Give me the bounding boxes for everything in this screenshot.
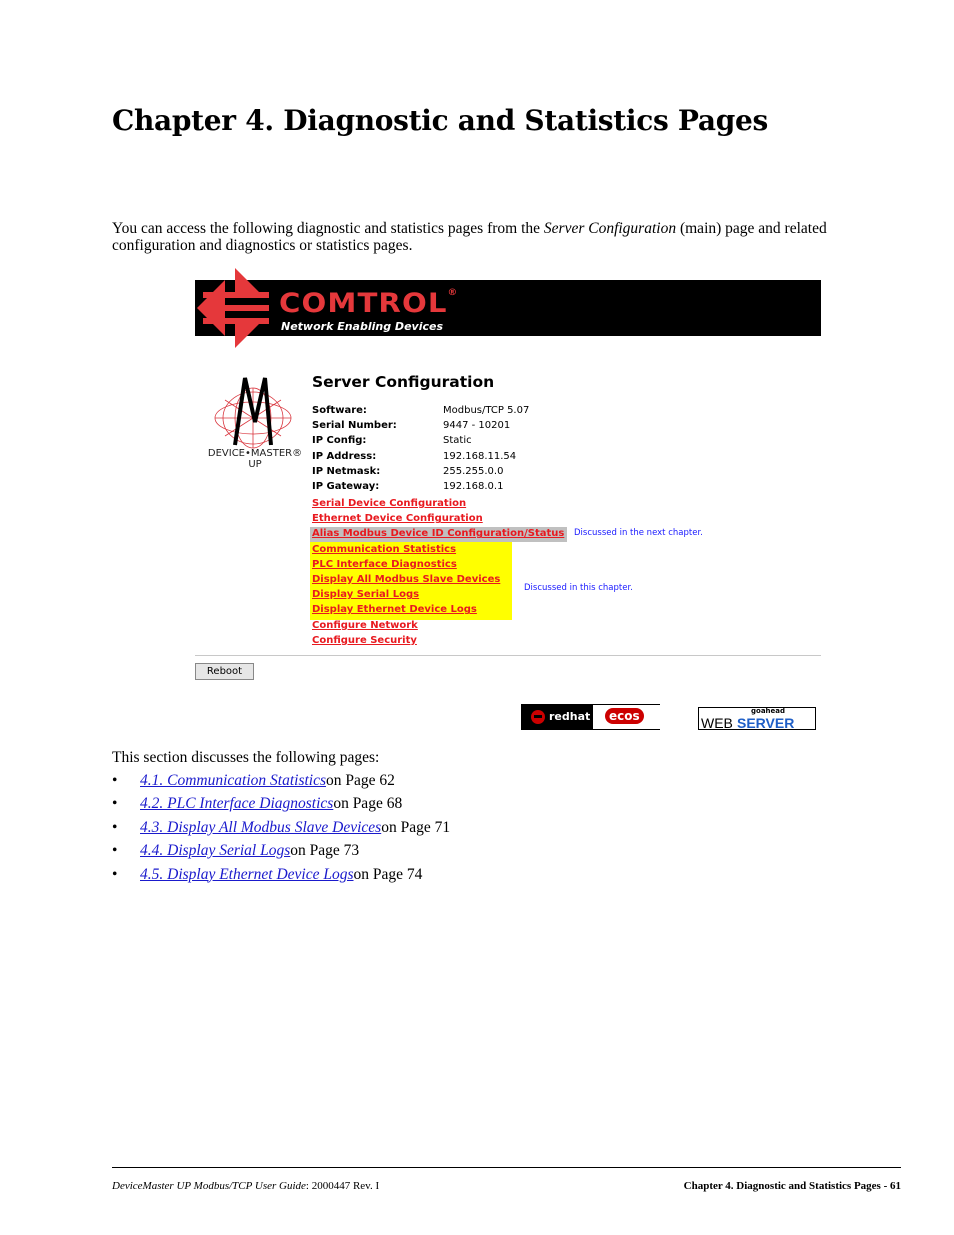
link-plc-interface-diagnostics[interactable]: PLC Interface Diagnostics xyxy=(312,558,457,570)
link-serial-device-config[interactable]: Serial Device Configuration xyxy=(312,498,467,509)
server-config-title: Server Configuration xyxy=(312,373,495,391)
chapter-title: Chapter 4. Diagnostic and Statistics Pages xyxy=(112,104,768,137)
intro-text-end: (main) page and related configuration and diagnostics or statistics pages. xyxy=(112,220,827,254)
info-row: IP Gateway: 192.168.0.1 xyxy=(312,480,504,492)
list-item: • 4.3. Display All Modbus Slave Devices on Page 71 xyxy=(112,819,450,842)
ecos-panel xyxy=(593,705,660,729)
link-section-4-1[interactable]: 4.1. Communication Statistics xyxy=(140,772,326,789)
list-intro: This section discusses the following pages: xyxy=(112,749,380,766)
intro-text: You can access the following diagnostic and statistics pages from the xyxy=(112,220,544,237)
list-item: • 4.4. Display Serial Logs on Page 73 xyxy=(112,842,450,865)
comtrol-brand: COMTROL® xyxy=(279,288,459,319)
link-section-4-5[interactable]: 4.5. Display Ethernet Device Logs xyxy=(140,865,354,883)
link-configure-network[interactable]: Configure Network xyxy=(312,619,418,631)
goahead-label: goahead xyxy=(751,707,786,715)
section-list xyxy=(112,772,450,889)
divider xyxy=(195,655,821,656)
comtrol-tagline: Network Enabling Devices xyxy=(281,320,443,333)
reboot-button[interactable]: Reboot xyxy=(195,663,254,680)
web-label: WEB xyxy=(701,715,733,731)
footer-left: DeviceMaster UP Modbus/TCP User Guide: 2000447 Rev. I xyxy=(112,1180,380,1192)
note-next-chapter: Discussed in the next chapter. xyxy=(574,528,703,538)
link-ethernet-device-config[interactable]: Ethernet Device Configuration xyxy=(312,513,483,525)
server-label: SERVER xyxy=(737,715,795,731)
list-item: • 4.2. PLC Interface Diagnostics on Page 68 xyxy=(112,795,450,818)
redhat-label: redhat xyxy=(549,710,591,723)
redhat-ecos-badge xyxy=(521,704,660,730)
server-info-table xyxy=(312,405,529,496)
goahead-webserver-badge xyxy=(698,707,816,730)
link-section-4-3[interactable]: 4.3. Display All Modbus Slave Devices xyxy=(140,818,382,836)
intro-emphasis: Server Configuration xyxy=(543,220,677,237)
link-communication-statistics[interactable]: Communication Statistics xyxy=(312,543,457,555)
link-display-ethernet-logs[interactable]: Display Ethernet Device Logs xyxy=(312,604,477,616)
link-alias-modbus[interactable]: Alias Modbus Device ID Configuration/Status xyxy=(312,528,565,540)
note-this-chapter: Discussed in this chapter. xyxy=(524,583,633,593)
link-section-4-4[interactable]: 4.4. Display Serial Logs xyxy=(140,842,291,860)
list-item: • 4.5. Display Ethernet Device Logs on Page 74 xyxy=(112,866,450,889)
info-row: Software: Modbus/TCP 5.07 xyxy=(312,405,530,416)
link-display-serial-logs[interactable]: Display Serial Logs xyxy=(312,589,420,601)
devicemaster-logo-text: DEVICE•MASTER® UP xyxy=(207,448,303,470)
link-configure-security[interactable]: Configure Security xyxy=(312,634,417,646)
info-row: IP Address: 192.168.11.54 xyxy=(312,450,517,462)
link-section-4-2[interactable]: 4.2. PLC Interface Diagnostics xyxy=(140,795,334,813)
footer-right: Chapter 4. Diagnostic and Statistics Pages - 61 xyxy=(683,1180,901,1192)
comtrol-logo-icon xyxy=(195,268,275,348)
ecos-label: ecos xyxy=(605,708,644,724)
comtrol-banner xyxy=(195,280,821,336)
info-row: IP Config: Static xyxy=(312,435,472,447)
footer-rule xyxy=(112,1167,901,1168)
redhat-icon xyxy=(528,705,548,729)
intro-paragraph xyxy=(112,220,892,254)
info-row: IP Netmask: 255.255.0.0 xyxy=(312,465,504,477)
link-display-modbus-slaves[interactable]: Display All Modbus Slave Devices xyxy=(312,573,501,585)
list-item: • 4.1. Communication Statistics on Page 62 xyxy=(112,772,450,795)
info-row: Serial Number: 9447 - 10201 xyxy=(312,420,511,432)
config-links xyxy=(312,496,564,648)
